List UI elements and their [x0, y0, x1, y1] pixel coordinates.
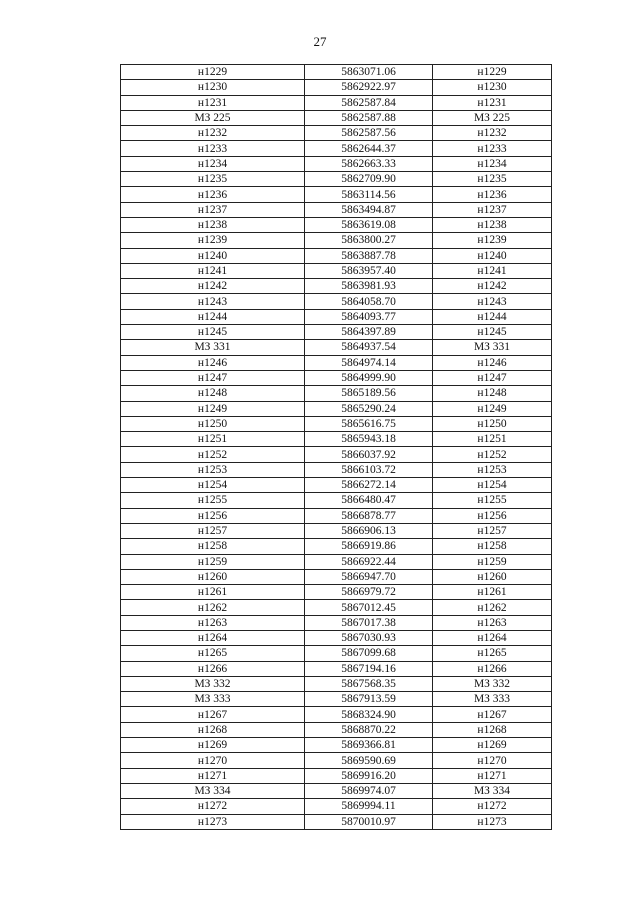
coordinate-cell: 5869916.20	[305, 768, 433, 783]
coordinate-cell: 5862644.37	[305, 141, 433, 156]
point-name-repeat-cell: н1230	[433, 80, 552, 95]
coordinate-cell: 5865943.18	[305, 432, 433, 447]
point-name-cell: МЗ 334	[121, 783, 305, 798]
point-name-cell: н1264	[121, 630, 305, 645]
table-row	[121, 279, 552, 294]
point-name-repeat-cell: н1250	[433, 416, 552, 431]
table-row	[121, 156, 552, 171]
page-number: 27	[313, 34, 327, 49]
coordinate-cell: 5864937.54	[305, 340, 433, 355]
coordinate-cell: 5862587.88	[305, 110, 433, 125]
table-row	[121, 783, 552, 798]
table-row	[121, 325, 552, 340]
point-name-repeat-cell: н1269	[433, 738, 552, 753]
point-name-repeat-cell: н1229	[433, 65, 552, 80]
table-row	[121, 478, 552, 493]
coordinate-cell: 5864974.14	[305, 355, 433, 370]
table-row	[121, 585, 552, 600]
coordinate-cell: 5863981.93	[305, 279, 433, 294]
table-row	[121, 508, 552, 523]
point-name-repeat-cell: н1259	[433, 554, 552, 569]
table-row	[121, 309, 552, 324]
point-name-cell: н1245	[121, 325, 305, 340]
table-row	[121, 340, 552, 355]
table-row	[121, 370, 552, 385]
point-name-repeat-cell: н1253	[433, 462, 552, 477]
coordinate-cell: 5869974.07	[305, 783, 433, 798]
point-name-repeat-cell: н1232	[433, 126, 552, 141]
point-name-cell: н1262	[121, 600, 305, 615]
point-name-cell: н1266	[121, 661, 305, 676]
coordinate-cell: 5865290.24	[305, 401, 433, 416]
coordinate-cell: 5863619.08	[305, 217, 433, 232]
coordinate-cell: 5863071.06	[305, 65, 433, 80]
table-row	[121, 707, 552, 722]
point-name-cell: н1244	[121, 309, 305, 324]
point-name-repeat-cell: н1251	[433, 432, 552, 447]
table-row	[121, 630, 552, 645]
coordinate-cell: 5867012.45	[305, 600, 433, 615]
point-name-repeat-cell: н1235	[433, 172, 552, 187]
point-name-cell: н1237	[121, 202, 305, 217]
table-row	[121, 355, 552, 370]
point-name-cell: н1265	[121, 646, 305, 661]
table-row	[121, 416, 552, 431]
table-row	[121, 692, 552, 707]
point-name-cell: н1241	[121, 263, 305, 278]
coordinate-cell: 5869590.69	[305, 753, 433, 768]
table-row	[121, 768, 552, 783]
point-name-repeat-cell: МЗ 332	[433, 676, 552, 691]
coordinate-cell: 5864999.90	[305, 370, 433, 385]
point-name-repeat-cell: н1242	[433, 279, 552, 294]
coordinate-cell: 5862587.56	[305, 126, 433, 141]
coordinate-cell: 5865189.56	[305, 386, 433, 401]
coordinate-cell: 5867017.38	[305, 615, 433, 630]
point-name-cell: н1263	[121, 615, 305, 630]
point-name-repeat-cell: н1231	[433, 95, 552, 110]
table-row	[121, 738, 552, 753]
coordinate-cell: 5866922.44	[305, 554, 433, 569]
coordinate-cell: 5863887.78	[305, 248, 433, 263]
table-row	[121, 554, 552, 569]
coordinate-cell: 5868870.22	[305, 722, 433, 737]
coordinate-cell: 5863957.40	[305, 263, 433, 278]
coordinate-cell: 5866906.13	[305, 523, 433, 538]
table-row	[121, 661, 552, 676]
table-row	[121, 615, 552, 630]
table-row	[121, 646, 552, 661]
table-row	[121, 722, 552, 737]
point-name-cell: н1238	[121, 217, 305, 232]
point-name-repeat-cell: н1254	[433, 478, 552, 493]
table-row	[121, 523, 552, 538]
point-name-cell: н1261	[121, 585, 305, 600]
point-name-cell: МЗ 225	[121, 110, 305, 125]
point-name-cell: н1232	[121, 126, 305, 141]
point-name-cell: н1248	[121, 386, 305, 401]
coordinate-cell: 5866878.77	[305, 508, 433, 523]
point-name-repeat-cell: н1267	[433, 707, 552, 722]
table-row	[121, 493, 552, 508]
point-name-cell: н1233	[121, 141, 305, 156]
coordinate-cell: 5866979.72	[305, 585, 433, 600]
point-name-repeat-cell: н1270	[433, 753, 552, 768]
table-row	[121, 80, 552, 95]
table-row	[121, 401, 552, 416]
point-name-repeat-cell: н1246	[433, 355, 552, 370]
coordinate-cell: 5862587.84	[305, 95, 433, 110]
table-row	[121, 569, 552, 584]
point-name-repeat-cell: н1271	[433, 768, 552, 783]
point-name-cell: МЗ 332	[121, 676, 305, 691]
point-name-cell: н1272	[121, 799, 305, 814]
table-row	[121, 263, 552, 278]
point-name-repeat-cell: н1258	[433, 539, 552, 554]
table-row	[121, 447, 552, 462]
point-name-repeat-cell: н1263	[433, 615, 552, 630]
point-name-cell: н1231	[121, 95, 305, 110]
point-name-repeat-cell: н1236	[433, 187, 552, 202]
point-name-repeat-cell: н1247	[433, 370, 552, 385]
point-name-cell: н1255	[121, 493, 305, 508]
coordinate-cell: 5867194.16	[305, 661, 433, 676]
table-row	[121, 600, 552, 615]
point-name-cell: н1235	[121, 172, 305, 187]
coordinate-cell: 5868324.90	[305, 707, 433, 722]
point-name-repeat-cell: н1248	[433, 386, 552, 401]
point-name-cell: н1268	[121, 722, 305, 737]
coordinate-cell: 5862922.97	[305, 80, 433, 95]
point-name-cell: н1260	[121, 569, 305, 584]
table-row	[121, 539, 552, 554]
point-name-cell: н1242	[121, 279, 305, 294]
point-name-repeat-cell: н1261	[433, 585, 552, 600]
point-name-repeat-cell: н1260	[433, 569, 552, 584]
coordinate-cell: 5863494.87	[305, 202, 433, 217]
table-row	[121, 126, 552, 141]
table-row	[121, 386, 552, 401]
table-row	[121, 814, 552, 829]
point-name-repeat-cell: н1252	[433, 447, 552, 462]
coordinate-cell: 5867568.35	[305, 676, 433, 691]
point-name-repeat-cell: н1243	[433, 294, 552, 309]
coordinate-cell: 5870010.97	[305, 814, 433, 829]
point-name-repeat-cell: н1244	[433, 309, 552, 324]
table-row	[121, 432, 552, 447]
coordinate-cell: 5867913.59	[305, 692, 433, 707]
coordinate-cell: 5866103.72	[305, 462, 433, 477]
point-name-repeat-cell: н1238	[433, 217, 552, 232]
point-name-cell: н1250	[121, 416, 305, 431]
point-name-repeat-cell: н1241	[433, 263, 552, 278]
coordinate-cell: 5864397.89	[305, 325, 433, 340]
point-name-cell: н1230	[121, 80, 305, 95]
point-name-cell: н1270	[121, 753, 305, 768]
point-name-cell: н1273	[121, 814, 305, 829]
point-name-cell: н1249	[121, 401, 305, 416]
coordinate-cell: 5863114.56	[305, 187, 433, 202]
point-name-repeat-cell: н1264	[433, 630, 552, 645]
point-name-cell: н1257	[121, 523, 305, 538]
table-row	[121, 248, 552, 263]
coordinate-cell: 5864058.70	[305, 294, 433, 309]
point-name-cell: н1258	[121, 539, 305, 554]
point-name-cell: н1254	[121, 478, 305, 493]
point-name-cell: н1240	[121, 248, 305, 263]
point-name-repeat-cell: н1239	[433, 233, 552, 248]
table-row	[121, 172, 552, 187]
point-name-cell: н1271	[121, 768, 305, 783]
point-name-repeat-cell: н1233	[433, 141, 552, 156]
point-name-repeat-cell: МЗ 225	[433, 110, 552, 125]
point-name-cell: н1256	[121, 508, 305, 523]
point-name-cell: н1243	[121, 294, 305, 309]
coordinate-cell: 5862663.33	[305, 156, 433, 171]
coordinate-cell: 5867099.68	[305, 646, 433, 661]
point-name-repeat-cell: н1262	[433, 600, 552, 615]
point-name-repeat-cell: н1266	[433, 661, 552, 676]
coordinate-cell: 5869366.81	[305, 738, 433, 753]
point-name-cell: н1259	[121, 554, 305, 569]
coordinates-table	[120, 64, 552, 830]
table-row	[121, 202, 552, 217]
table-row	[121, 187, 552, 202]
coordinate-cell: 5866272.14	[305, 478, 433, 493]
point-name-cell: н1234	[121, 156, 305, 171]
coordinate-cell: 5866919.86	[305, 539, 433, 554]
table-row	[121, 753, 552, 768]
table-row	[121, 294, 552, 309]
table-row	[121, 141, 552, 156]
coordinate-cell: 5862709.90	[305, 172, 433, 187]
point-name-cell: н1247	[121, 370, 305, 385]
coordinate-cell: 5866480.47	[305, 493, 433, 508]
point-name-cell: н1251	[121, 432, 305, 447]
point-name-cell: МЗ 333	[121, 692, 305, 707]
point-name-repeat-cell: н1265	[433, 646, 552, 661]
point-name-cell: н1252	[121, 447, 305, 462]
coordinate-cell: 5864093.77	[305, 309, 433, 324]
point-name-cell: н1236	[121, 187, 305, 202]
table-row	[121, 462, 552, 477]
point-name-cell: н1239	[121, 233, 305, 248]
table-row	[121, 799, 552, 814]
coordinate-cell: 5865616.75	[305, 416, 433, 431]
point-name-cell: н1246	[121, 355, 305, 370]
point-name-repeat-cell: н1240	[433, 248, 552, 263]
point-name-cell: н1229	[121, 65, 305, 80]
point-name-repeat-cell: н1273	[433, 814, 552, 829]
point-name-cell: н1269	[121, 738, 305, 753]
coordinate-cell: 5863800.27	[305, 233, 433, 248]
table-row	[121, 110, 552, 125]
table-row	[121, 65, 552, 80]
point-name-repeat-cell: н1237	[433, 202, 552, 217]
point-name-repeat-cell: МЗ 333	[433, 692, 552, 707]
point-name-repeat-cell: МЗ 334	[433, 783, 552, 798]
coordinate-cell: 5869994.11	[305, 799, 433, 814]
coordinate-cell: 5866947.70	[305, 569, 433, 584]
point-name-repeat-cell: н1249	[433, 401, 552, 416]
point-name-repeat-cell: н1256	[433, 508, 552, 523]
point-name-repeat-cell: н1255	[433, 493, 552, 508]
point-name-cell: н1267	[121, 707, 305, 722]
point-name-repeat-cell: н1257	[433, 523, 552, 538]
table-row	[121, 95, 552, 110]
point-name-repeat-cell: н1245	[433, 325, 552, 340]
point-name-cell: н1253	[121, 462, 305, 477]
table-row	[121, 676, 552, 691]
point-name-cell: МЗ 331	[121, 340, 305, 355]
coordinate-cell: 5866037.92	[305, 447, 433, 462]
point-name-repeat-cell: н1268	[433, 722, 552, 737]
point-name-repeat-cell: н1234	[433, 156, 552, 171]
point-name-repeat-cell: МЗ 331	[433, 340, 552, 355]
table-row	[121, 217, 552, 232]
point-name-repeat-cell: н1272	[433, 799, 552, 814]
coordinate-cell: 5867030.93	[305, 630, 433, 645]
table-row	[121, 233, 552, 248]
table-body	[121, 65, 552, 830]
